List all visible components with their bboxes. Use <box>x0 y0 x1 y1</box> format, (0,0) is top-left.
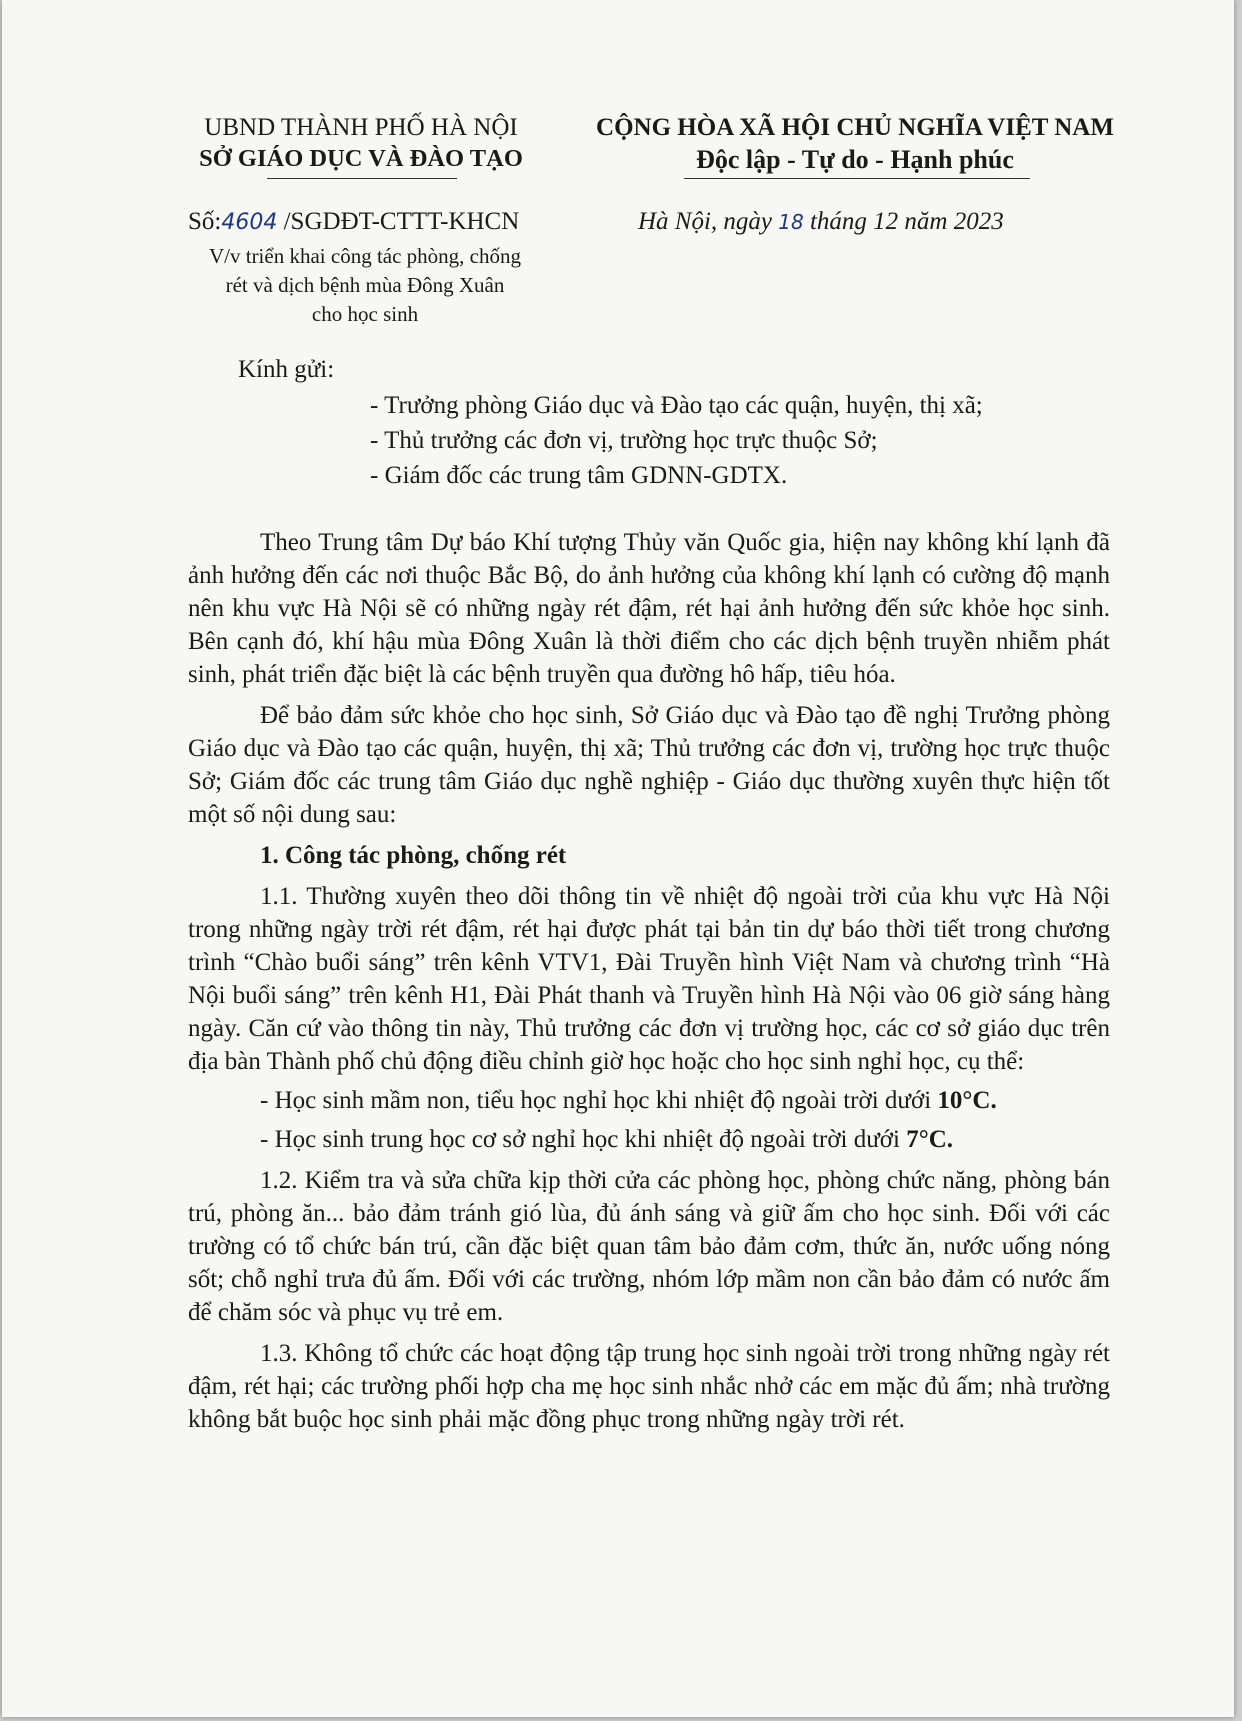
authority-line-1: UBND THÀNH PHỐ HÀ NỘI <box>204 114 518 141</box>
document-body <box>188 526 1110 1436</box>
handwritten-number: 4604 <box>221 210 278 235</box>
subject-line-1: V/v triển khai công tác phòng, chống <box>208 244 521 268</box>
issuing-authority <box>180 112 542 174</box>
authority-line-2: SỞ GIÁO DỤC VÀ ĐÀO TẠO <box>199 145 523 172</box>
subject-line-2: rét và dịch bệnh mùa Đông Xuân <box>225 273 505 297</box>
motto-underline <box>684 178 1030 179</box>
paragraph-request: Để bảo đảm sức khỏe cho học sinh, Sở Giáo dục và Đào tạo đề nghị Trưởng phòng Giáo dục và Đào tạo các quận, huyện, thị xã; Thủ trưởng các đơn vị, trường học trực thuộc Sở; Giám đốc các trung tâm Giáo dục nghề nghiệp - Giáo dục thường xuyên thực hiện tốt một số nội dung sau: <box>188 702 1110 828</box>
section-heading-1: 1. Công tác phòng, chống rét <box>260 842 567 869</box>
greeting: Kính gửi: <box>238 356 335 383</box>
date-rest: tháng 12 năm 2023 <box>803 208 1004 235</box>
document-page <box>2 0 1234 1717</box>
paragraph-intro: Theo Trung tâm Dự báo Khí tượng Thủy văn Quốc gia, hiện nay không khí lạnh đã ảnh hưởng đến các nơi thuộc Bắc Bộ, do ảnh hưởng của không khí lạnh có cường độ mạnh nên khu vực Hà Nội sẽ có những ngày rét đậm, rét hại ảnh hưởng đến sức khỏe học sinh. Bên cạnh đó, khí hậu mùa Đông Xuân là thời điểm cho các dịch bệnh truyền nhiễm phát sinh, phát triển đặc biệt là các bệnh truyền qua đường hô hấp, tiêu hóa. <box>188 529 1110 688</box>
recipient-item: - Thủ trưởng các đơn vị, trường học trực thuộc Sở; <box>370 427 878 454</box>
temperature-threshold: 10°C. <box>937 1087 997 1114</box>
rule-text: - Học sinh mầm non, tiểu học nghỉ học khi nhiệt độ ngoài trời dưới <box>260 1087 938 1114</box>
number-code: /SGDĐT-CTTT-KHCN <box>277 208 520 235</box>
document-number <box>188 208 519 236</box>
subject-line-3: cho học sinh <box>311 302 419 326</box>
number-prefix: Số: <box>188 208 222 235</box>
recipient-item: - Trưởng phòng Giáo dục và Đào tạo các quận, huyện, thị xã; <box>370 392 983 419</box>
recipient-item: - Giám đốc các trung tâm GDNN-GDTX. <box>370 462 788 489</box>
rule-text: - Học sinh trung học cơ sở nghỉ học khi nhiệt độ ngoài trời dưới <box>260 1126 907 1153</box>
national-motto: Độc lập - Tự do - Hạnh phúc <box>696 145 1014 174</box>
temperature-threshold: 7°C. <box>906 1126 954 1153</box>
handwritten-day: 18 <box>778 210 804 234</box>
recipient-list <box>370 388 983 493</box>
paragraph-1-2: 1.2. Kiểm tra và sửa chữa kịp thời cửa các phòng học, phòng chức năng, phòng bán trú, phòng ăn... bảo đảm tránh gió lùa, đủ ánh sáng và giữ ấm cho học sinh. Đối với các trường có tổ chức bán trú, cần đặc biệt quan tâm bảo đảm cơm, thức ăn, nước uống nóng sốt; chỗ nghỉ trưa đủ ấm. Đối với các trường, nhóm lớp mầm non cần bảo đảm có nước ấm để chăm sóc và phục vụ trẻ em. <box>188 1167 1110 1326</box>
document-date <box>638 208 1004 236</box>
paragraph-1-3: 1.3. Không tổ chức các hoạt động tập trung học sinh ngoài trời trong những ngày rét đậm, rét hại; các trường phối hợp cha mẹ học sinh nhắc nhở các em mặc đủ ấm; nhà trường không bắt buộc học sinh phải mặc đồng phục trong những ngày trời rét. <box>188 1340 1110 1433</box>
date-prefix: Hà Nội, ngày <box>638 208 779 235</box>
national-header <box>562 112 1148 178</box>
authority-underline <box>267 178 457 179</box>
document-subject <box>170 242 560 329</box>
rule-secondary <box>188 1123 1110 1156</box>
paragraph-1-1: 1.1. Thường xuyên theo dõi thông tin về nhiệt độ ngoài trời của khu vực Hà Nội trong những ngày trời rét đậm, rét hại được phát tại bản tin dự báo thời tiết trong chương trình “Chào buổi sáng” trên kênh VTV1, Đài Truyền hình Việt Nam và chương trình “Hà Nội buổi sáng” trên kênh H1, Đài Phát thanh và Truyền hình Hà Nội vào 06 giờ sáng hàng ngày. Căn cứ vào thông tin này, Thủ trưởng các đơn vị trường học, các cơ sở giáo dục trên địa bàn Thành phố chủ động điều chỉnh giờ học hoặc cho học sinh nghỉ học, cụ thể: <box>188 883 1110 1075</box>
nation-title: CỘNG HÒA XÃ HỘI CHỦ NGHĨA VIỆT NAM <box>596 114 1114 141</box>
rule-preschool-primary <box>188 1084 1110 1117</box>
